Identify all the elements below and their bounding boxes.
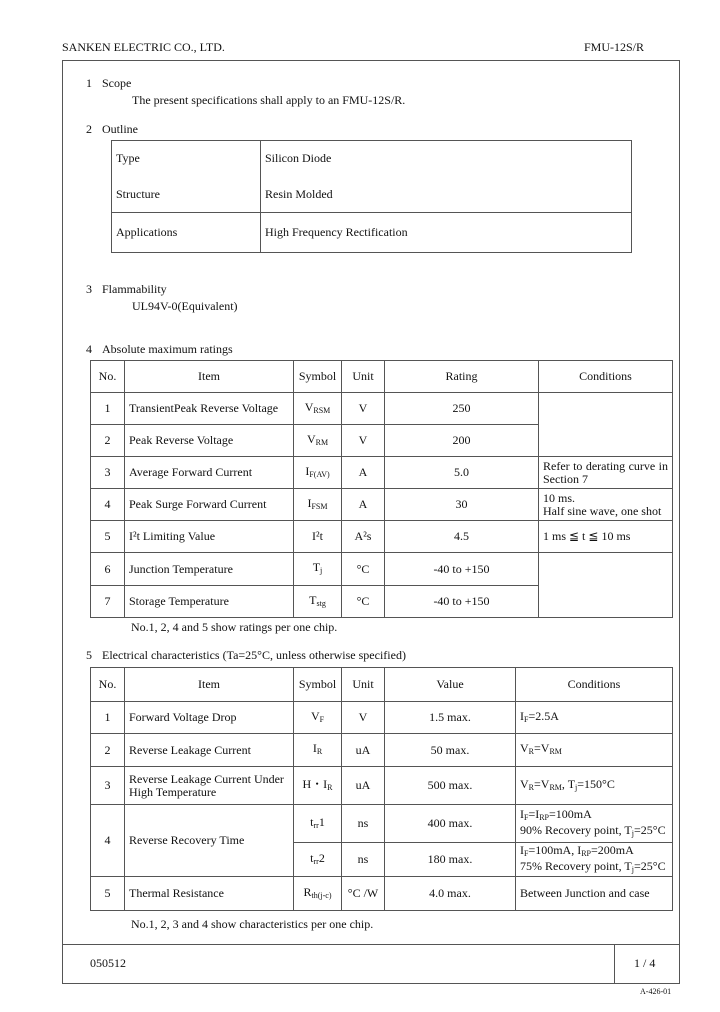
outline-value: High Frequency Rectification xyxy=(261,213,632,253)
cond-text: =25°C xyxy=(634,858,666,873)
row-unit: V xyxy=(342,393,385,425)
row-item: Storage Temperature xyxy=(125,586,294,618)
surge-line-2: Half sine wave, one shot xyxy=(543,503,662,518)
elec-note: No.1, 2, 3 and 4 show characteristics per one chip. xyxy=(131,917,374,931)
row-unit: uA xyxy=(342,767,385,805)
row-unit: °C xyxy=(342,586,385,618)
symbol-sub: RM xyxy=(315,437,329,447)
section-4-number: 4 xyxy=(86,342,92,356)
row-rating: 30 xyxy=(385,489,539,521)
row-item: Peak Reverse Voltage xyxy=(125,425,294,457)
row-symbol xyxy=(294,805,342,843)
cond-text: , T xyxy=(561,776,576,791)
row-no: 3 xyxy=(91,767,125,805)
table-row xyxy=(91,457,673,489)
table-row xyxy=(91,734,673,767)
symbol-sub: th(j-c) xyxy=(311,890,332,900)
cond-sub: RM xyxy=(549,747,562,756)
row-item: I²t Limiting Value xyxy=(125,521,294,553)
cond-text: =150°C xyxy=(577,776,615,791)
row-conditions xyxy=(516,734,673,767)
surge-line-1: 10 ms. xyxy=(543,490,576,505)
symbol-sub: stg xyxy=(316,598,326,608)
section-5-number: 5 xyxy=(86,648,92,662)
row-value: 400 max. xyxy=(385,805,516,843)
cond-sub: j xyxy=(631,828,634,838)
elec-table xyxy=(90,667,673,911)
col-header-item: Item xyxy=(125,361,294,393)
row-conditions xyxy=(516,843,673,877)
cond-text: =25°C xyxy=(634,822,666,837)
row-unit: A²s xyxy=(342,521,385,553)
cond-sub: R xyxy=(528,747,535,756)
symbol-text: V xyxy=(306,431,316,446)
row-rating: 200 xyxy=(385,425,539,457)
row-item: TransientPeak Reverse Voltage xyxy=(125,393,294,425)
row-value: 50 max. xyxy=(385,734,516,767)
row-no: 7 xyxy=(91,586,125,618)
cond-text: I xyxy=(520,842,524,857)
row-conditions: Between Junction and case xyxy=(516,877,673,911)
cond-text: V xyxy=(520,741,529,755)
symbol-sub: j xyxy=(320,566,323,575)
outline-value: Resin Molded xyxy=(261,177,632,213)
row-no: 1 xyxy=(91,702,125,734)
col-header-rating: Rating xyxy=(385,361,539,393)
cond-text: =I xyxy=(528,806,540,821)
row-unit: uA xyxy=(342,734,385,767)
row-unit: °C xyxy=(342,553,385,586)
row-unit: V xyxy=(342,425,385,457)
table-row xyxy=(91,877,673,911)
row-item: Thermal Resistance xyxy=(125,877,294,911)
row-symbol xyxy=(294,877,342,911)
cond-sub: j xyxy=(631,864,634,874)
row-no: 2 xyxy=(91,425,125,457)
row-symbol xyxy=(294,734,342,767)
col-header-no: No. xyxy=(91,361,125,393)
col-header-unit: Unit xyxy=(342,361,385,393)
row-symbol xyxy=(294,767,342,805)
cond-text: 90% Recovery point, T xyxy=(520,822,632,837)
symbol-text: T xyxy=(312,560,321,574)
cond-text: =V xyxy=(534,741,550,755)
col-header-value: Value xyxy=(385,668,516,702)
symbol-sub: R xyxy=(316,747,323,756)
cond-text: =100mA xyxy=(549,806,592,821)
table-row xyxy=(91,489,673,521)
row-no: 3 xyxy=(91,457,125,489)
symbol-sub: R xyxy=(327,782,333,792)
row-no: 6 xyxy=(91,553,125,586)
section-2-title: Outline xyxy=(102,122,138,136)
cond-sub: F xyxy=(524,812,529,822)
symbol-text: t xyxy=(310,850,314,865)
table-row xyxy=(91,767,673,805)
row-no: 5 xyxy=(91,521,125,553)
row-item: Forward Voltage Drop xyxy=(125,702,294,734)
symbol-sub: FSM xyxy=(311,501,328,511)
outline-label: Applications xyxy=(112,213,261,253)
cond-sub: j xyxy=(575,782,578,792)
outline-label: Structure xyxy=(112,177,261,213)
footer-divider xyxy=(62,944,680,945)
col-header-item: Item xyxy=(125,668,294,702)
section-1-title: Scope xyxy=(102,76,132,90)
page-number: 1 / 4 xyxy=(634,956,656,970)
absmax-note: No.1, 2, 4 and 5 show ratings per one chip. xyxy=(131,620,338,634)
footer-separator xyxy=(614,944,615,984)
symbol-text: I xyxy=(305,463,310,478)
scope-text: The present specifications shall apply to an FMU-12S/R. xyxy=(132,93,406,107)
symbol-text: V xyxy=(304,399,314,414)
part-number: FMU-12S/R xyxy=(584,40,645,54)
section-2-number: 2 xyxy=(86,122,92,136)
symbol-text: T xyxy=(309,592,317,607)
row-symbol xyxy=(294,457,342,489)
section-5-title: Electrical characteristics (Ta=25°C, unless otherwise specified) xyxy=(102,648,406,662)
symbol-text: H・I xyxy=(302,776,328,791)
section-4-title: Absolute maximum ratings xyxy=(102,342,233,356)
cond-text: =200mA xyxy=(591,842,634,857)
symbol-text: I xyxy=(312,741,317,755)
row-conditions xyxy=(539,553,673,618)
cond-sub: F xyxy=(524,848,529,858)
cond-text: V xyxy=(520,776,529,791)
row-value: 500 max. xyxy=(385,767,516,805)
row-unit: ns xyxy=(342,843,385,877)
row-item xyxy=(125,767,294,805)
row-item: Reverse Leakage Current xyxy=(125,734,294,767)
col-header-conditions: Conditions xyxy=(539,361,673,393)
row-item: Junction Temperature xyxy=(125,553,294,586)
symbol-text: I xyxy=(307,495,312,510)
row-symbol xyxy=(294,553,342,586)
cond-text: 75% Recovery point, T xyxy=(520,858,632,873)
flammability-text: UL94V-0(Equivalent) xyxy=(132,299,238,313)
section-3-title: Flammability xyxy=(102,282,167,296)
row-unit: A xyxy=(342,489,385,521)
symbol-text: V xyxy=(310,708,320,723)
condition-surge xyxy=(539,489,673,521)
symbol-suffix: 1 xyxy=(318,814,325,829)
absmax-table xyxy=(90,360,673,618)
row-value: 4.0 max. xyxy=(385,877,516,911)
cond-sub: RM xyxy=(549,782,562,792)
table-row xyxy=(91,702,673,734)
row-item: Peak Surge Forward Current xyxy=(125,489,294,521)
row-rating: 4.5 xyxy=(385,521,539,553)
row-symbol xyxy=(294,702,342,734)
row-value: 1.5 max. xyxy=(385,702,516,734)
revision-date: 050512 xyxy=(90,956,126,970)
cond-text: =V xyxy=(534,776,550,791)
row-conditions xyxy=(516,702,673,734)
table-row xyxy=(91,393,673,425)
row-rating: -40 to +150 xyxy=(385,553,539,586)
cond-text: I xyxy=(520,806,524,821)
symbol-text: t xyxy=(310,814,314,829)
cond-sub: F xyxy=(524,714,529,724)
row-no: 5 xyxy=(91,877,125,911)
row-symbol xyxy=(294,393,342,425)
symbol-suffix: 2 xyxy=(318,850,325,865)
row-symbol xyxy=(294,843,342,877)
condition-i2t: 1 ms ≦ t ≦ 10 ms xyxy=(539,521,673,553)
row-unit: A xyxy=(342,457,385,489)
table-row xyxy=(91,521,673,553)
section-1-number: 1 xyxy=(86,76,92,90)
row-value: 180 max. xyxy=(385,843,516,877)
condition-derating: Refer to derating curve in Section 7 xyxy=(539,457,673,489)
col-header-symbol: Symbol xyxy=(294,361,342,393)
col-header-conditions: Conditions xyxy=(516,668,673,702)
cond-sub: R xyxy=(528,782,535,792)
company-name: SANKEN ELECTRIC CO., LTD. xyxy=(62,40,225,54)
row-rating: 250 xyxy=(385,393,539,425)
symbol-sub: F(AV) xyxy=(309,469,330,479)
row-conditions xyxy=(516,805,673,843)
row-unit: V xyxy=(342,702,385,734)
col-header-unit: Unit xyxy=(342,668,385,702)
row-unit: °C /W xyxy=(342,877,385,911)
row-symbol xyxy=(294,586,342,618)
row-item: Average Forward Current xyxy=(125,457,294,489)
section-3-number: 3 xyxy=(86,282,92,296)
row-item: Reverse Recovery Time xyxy=(125,805,294,877)
row-symbol xyxy=(294,425,342,457)
outline-value: Silicon Diode xyxy=(261,141,632,177)
symbol-text: R xyxy=(303,884,312,899)
cond-sub: RP xyxy=(539,812,550,822)
outline-label: Type xyxy=(112,141,261,177)
cond-text: I xyxy=(520,708,524,723)
cond-text: =2.5A xyxy=(528,708,559,723)
item-line-1: Reverse Leakage Current Under xyxy=(129,771,284,786)
row-unit: ns xyxy=(342,805,385,843)
symbol-sub: RSM xyxy=(313,405,331,415)
symbol-text: I²t xyxy=(312,529,323,543)
row-no: 4 xyxy=(91,489,125,521)
row-conditions xyxy=(516,767,673,805)
row-symbol xyxy=(294,489,342,521)
table-row xyxy=(91,553,673,586)
symbol-sub: rr xyxy=(313,820,319,830)
outline-table xyxy=(111,140,632,253)
symbol-sub: rr xyxy=(313,856,319,866)
col-header-no: No. xyxy=(91,668,125,702)
cond-sub: RP xyxy=(581,848,592,858)
row-symbol xyxy=(294,521,342,553)
row-no: 2 xyxy=(91,734,125,767)
row-no: 4 xyxy=(91,805,125,877)
row-no: 1 xyxy=(91,393,125,425)
col-header-symbol: Symbol xyxy=(294,668,342,702)
row-conditions xyxy=(539,393,673,457)
item-line-2: High Temperature xyxy=(129,784,217,799)
cond-text: =100mA, I xyxy=(528,842,582,857)
form-code: A-426-01 xyxy=(640,987,672,996)
row-rating: -40 to +150 xyxy=(385,586,539,618)
row-rating: 5.0 xyxy=(385,457,539,489)
table-row xyxy=(91,805,673,843)
symbol-sub: F xyxy=(319,714,325,724)
